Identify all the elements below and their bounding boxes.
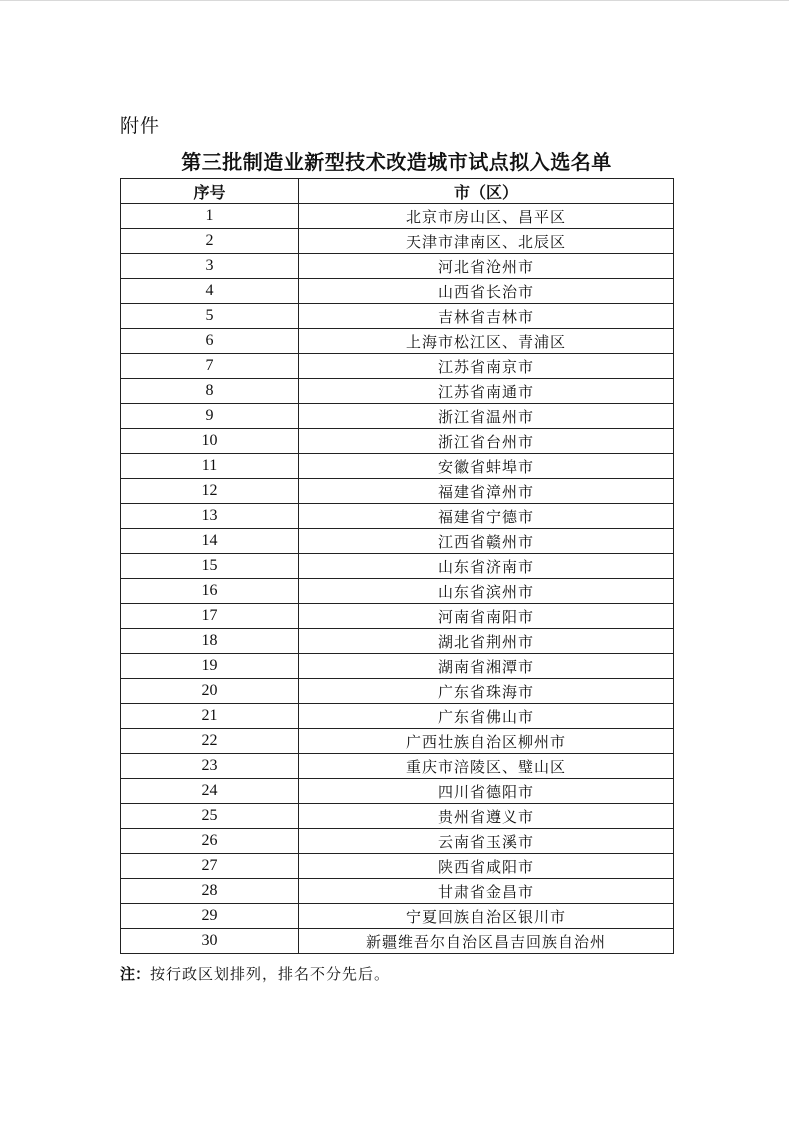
footnote xyxy=(120,963,390,984)
row-serial-number: 20 xyxy=(121,679,299,704)
row-serial-number: 27 xyxy=(121,854,299,879)
table-row xyxy=(121,829,674,854)
row-city-name: 吉林省吉林市 xyxy=(299,304,674,329)
row-city-name: 山东省滨州市 xyxy=(299,579,674,604)
row-city-name: 江苏省南京市 xyxy=(299,354,674,379)
row-serial-number: 14 xyxy=(121,529,299,554)
row-serial-number: 15 xyxy=(121,554,299,579)
table-row xyxy=(121,579,674,604)
table-row xyxy=(121,229,674,254)
row-city-name: 山东省济南市 xyxy=(299,554,674,579)
row-city-name: 湖南省湘潭市 xyxy=(299,654,674,679)
table-row xyxy=(121,679,674,704)
row-city-name: 安徽省蚌埠市 xyxy=(299,454,674,479)
row-serial-number: 25 xyxy=(121,804,299,829)
row-city-name: 宁夏回族自治区银川市 xyxy=(299,904,674,929)
row-serial-number: 16 xyxy=(121,579,299,604)
city-list-table xyxy=(120,178,674,954)
row-serial-number: 9 xyxy=(121,404,299,429)
row-serial-number: 11 xyxy=(121,454,299,479)
row-city-name: 河南省南阳市 xyxy=(299,604,674,629)
table-row xyxy=(121,454,674,479)
table-row xyxy=(121,929,674,954)
row-city-name: 北京市房山区、昌平区 xyxy=(299,204,674,229)
row-serial-number: 13 xyxy=(121,504,299,529)
row-serial-number: 22 xyxy=(121,729,299,754)
table-row xyxy=(121,479,674,504)
table-row xyxy=(121,354,674,379)
row-serial-number: 24 xyxy=(121,779,299,804)
table-row xyxy=(121,404,674,429)
footnote-label: 注： xyxy=(120,965,151,983)
row-serial-number: 5 xyxy=(121,304,299,329)
row-city-name: 浙江省台州市 xyxy=(299,429,674,454)
row-serial-number: 21 xyxy=(121,704,299,729)
table-row xyxy=(121,204,674,229)
row-serial-number: 6 xyxy=(121,329,299,354)
row-serial-number: 10 xyxy=(121,429,299,454)
row-city-name: 重庆市涪陵区、璧山区 xyxy=(299,754,674,779)
row-city-name: 陕西省咸阳市 xyxy=(299,854,674,879)
table-row xyxy=(121,629,674,654)
row-serial-number: 30 xyxy=(121,929,299,954)
row-serial-number: 28 xyxy=(121,879,299,904)
row-city-name: 广东省佛山市 xyxy=(299,704,674,729)
row-city-name: 湖北省荆州市 xyxy=(299,629,674,654)
page-top-border xyxy=(0,0,789,1)
table-row xyxy=(121,279,674,304)
document-title: 第三批制造业新型技术改造城市试点拟入选名单 xyxy=(181,150,612,174)
row-serial-number: 1 xyxy=(121,204,299,229)
table-row xyxy=(121,879,674,904)
row-city-name: 山西省长治市 xyxy=(299,279,674,304)
row-serial-number: 18 xyxy=(121,629,299,654)
row-city-name: 四川省德阳市 xyxy=(299,779,674,804)
row-city-name: 河北省沧州市 xyxy=(299,254,674,279)
row-city-name: 云南省玉溪市 xyxy=(299,829,674,854)
row-serial-number: 26 xyxy=(121,829,299,854)
table-row xyxy=(121,304,674,329)
table-row xyxy=(121,254,674,279)
table-row xyxy=(121,754,674,779)
table-row xyxy=(121,654,674,679)
row-serial-number: 3 xyxy=(121,254,299,279)
table-row xyxy=(121,329,674,354)
table-row xyxy=(121,704,674,729)
row-city-name: 新疆维吾尔自治区昌吉回族自治州 xyxy=(299,929,674,954)
table-row xyxy=(121,804,674,829)
table-row xyxy=(121,854,674,879)
table-row xyxy=(121,729,674,754)
header-city-district: 市（区） xyxy=(299,179,674,204)
table-header-row xyxy=(121,179,674,204)
attachment-label: 附件 xyxy=(120,115,161,137)
table-row xyxy=(121,529,674,554)
row-city-name: 贵州省遵义市 xyxy=(299,804,674,829)
row-serial-number: 4 xyxy=(121,279,299,304)
table-row xyxy=(121,904,674,929)
row-serial-number: 2 xyxy=(121,229,299,254)
table-body xyxy=(121,204,674,954)
row-city-name: 天津市津南区、北辰区 xyxy=(299,229,674,254)
table-row xyxy=(121,554,674,579)
row-city-name: 浙江省温州市 xyxy=(299,404,674,429)
table-row xyxy=(121,379,674,404)
row-city-name: 广西壮族自治区柳州市 xyxy=(299,729,674,754)
row-serial-number: 23 xyxy=(121,754,299,779)
row-city-name: 甘肃省金昌市 xyxy=(299,879,674,904)
row-city-name: 福建省漳州市 xyxy=(299,479,674,504)
header-serial-number: 序号 xyxy=(121,179,299,204)
row-city-name: 福建省宁德市 xyxy=(299,504,674,529)
row-city-name: 广东省珠海市 xyxy=(299,679,674,704)
row-city-name: 江苏省南通市 xyxy=(299,379,674,404)
table-row xyxy=(121,504,674,529)
row-serial-number: 29 xyxy=(121,904,299,929)
footnote-text: 按行政区划排列，排名不分先后。 xyxy=(150,965,391,983)
table-row xyxy=(121,429,674,454)
row-city-name: 上海市松江区、青浦区 xyxy=(299,329,674,354)
row-serial-number: 12 xyxy=(121,479,299,504)
table-row xyxy=(121,779,674,804)
row-serial-number: 17 xyxy=(121,604,299,629)
row-serial-number: 8 xyxy=(121,379,299,404)
table-row xyxy=(121,604,674,629)
row-serial-number: 7 xyxy=(121,354,299,379)
row-serial-number: 19 xyxy=(121,654,299,679)
row-city-name: 江西省赣州市 xyxy=(299,529,674,554)
